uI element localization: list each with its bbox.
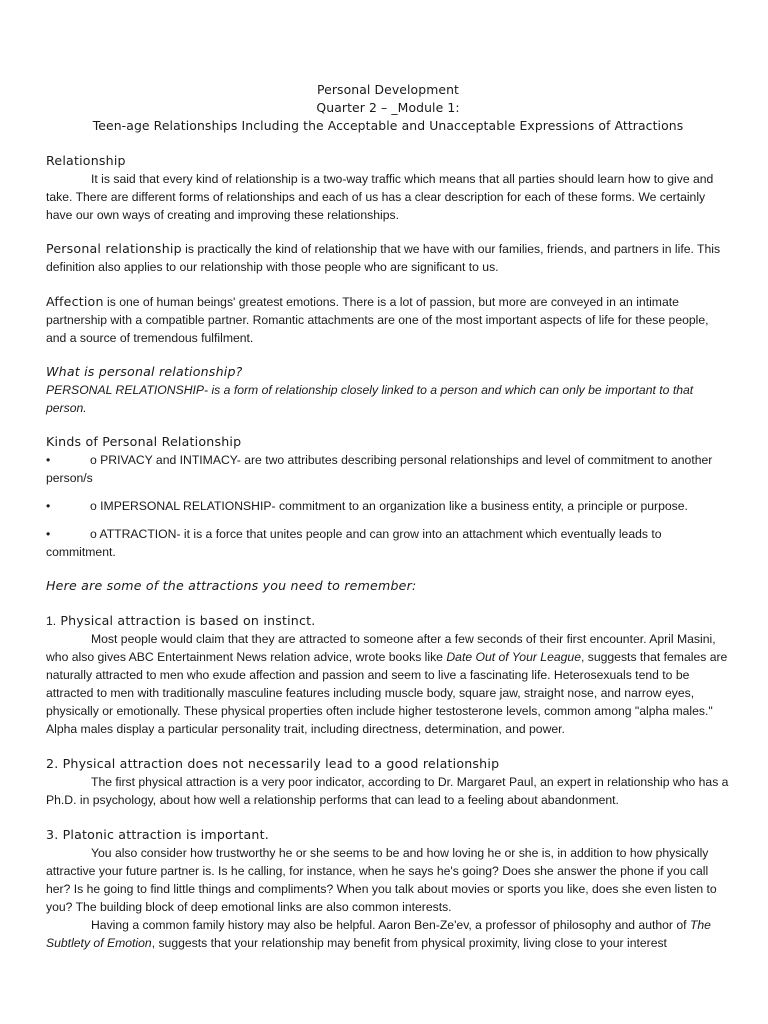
list-item	[46, 525, 730, 561]
list-item-text: o IMPERSONAL RELATIONSHIP- commitment to an organization like a business entity, a principle or purpose.	[90, 499, 688, 513]
attraction-3-heading: 3. Platonic attraction is important.	[46, 827, 269, 842]
affection-paragraph	[46, 293, 730, 347]
list-item	[46, 497, 730, 515]
section-what-is	[46, 363, 730, 417]
attraction-3-body-2	[46, 916, 730, 952]
attraction-1-heading: Physical attraction is based on instinct.	[56, 613, 316, 628]
relationship-body: It is said that every kind of relationship is a two-way traffic which means that all parties should learn how to give and take. There are different forms of relationships and each of us has a clear description for each of these forms. We certainly have our own ways of creating and improving these relationships.	[46, 172, 714, 222]
section-attraction-2	[46, 755, 730, 809]
what-is-body: PERSONAL RELATIONSHIP- is a form of relationship closely linked to a person and which can only be important to that person.	[46, 383, 694, 415]
attraction-1-body-a: Most people would claim that they are attracted to someone after a few seconds of their first encounter. April Masini, who also gives ABC Entertainment News relation advice, wrote books like	[46, 632, 716, 664]
attraction-3-book-title: The Subtlety of Emotion	[46, 918, 711, 950]
subject-title: Personal Development	[316, 82, 460, 97]
attractions-intro: Here are some of the attractions you need to remember:	[46, 578, 417, 593]
section-attraction-3	[46, 826, 730, 952]
section-kinds	[46, 433, 730, 561]
section-attraction-1	[46, 612, 730, 738]
what-is-heading: What is personal relationship?	[46, 364, 243, 379]
personal-relationship-term: Personal relationship	[46, 241, 182, 256]
attraction-3-body-1: You also consider how trustworthy he or she seems to be and how loving he or she is, in addition to how physically attractive your future partner is. Is he calling, for instance, when he says he's going? Does she answer the phone if you call her? Is he going to find little things and compliments? When you talk about movies or sports you like, does she even listen to you? The building block of deep emotional links are also common interests.	[46, 846, 717, 914]
attraction-1-heading-row	[46, 612, 730, 630]
attraction-2-body: The first physical attraction is a very poor indicator, according to Dr. Margaret Paul, an expert in relationship who has a Ph.D. in psychology, about how well a relationship performs that can lead to a feeling about abandonment.	[46, 775, 729, 807]
affection-term: Affection	[46, 294, 104, 309]
document-title-block	[46, 81, 730, 135]
kinds-heading: Kinds of Personal Relationship	[46, 434, 242, 449]
bullet-icon: •	[46, 527, 51, 541]
personal-relationship-body: is practically the kind of relationship that we have with our families, friends, and partners in life. This definition also applies to our relationship with those people who are significant to us.	[46, 242, 721, 274]
bullet-icon: •	[46, 453, 51, 467]
module-title: Quarter 2 – _Module 1:	[316, 100, 460, 115]
attraction-1-number: 1.	[46, 614, 57, 628]
document-page	[46, 81, 730, 952]
attraction-1-book-title: Date Out of Your League	[446, 650, 581, 664]
lesson-title: Teen-age Relationships Including the Acceptable and Unacceptable Expressions of Attractions	[92, 118, 684, 133]
relationship-heading: Relationship	[46, 153, 126, 168]
attraction-1-body	[46, 630, 730, 738]
attraction-3-body-2a: Having a common family history may also be helpful. Aaron Ben-Ze'ev, a professor of philosophy and author of	[91, 918, 690, 932]
list-item	[46, 451, 730, 487]
bullet-icon: •	[46, 499, 51, 513]
personal-relationship-paragraph	[46, 240, 730, 276]
attraction-1-body-b: , suggests that females are naturally attracted to men who exude affection and passion and seem to live a fascinating life. Heterosexuals tend to be attracted to men with traditionally masculine features including muscle body, square jaw, straight nose, and narrow eyes, physically or emotionally. These physical properties often include higher testosterone levels, common among "alpha males." Alpha males display a particular personality trait, including directness, determination, and power.	[46, 650, 728, 736]
attraction-3-body-2b: , suggests that your relationship may benefit from physical proximity, living close to your interest	[151, 936, 667, 950]
section-relationship	[46, 152, 730, 224]
list-item-text: o PRIVACY and INTIMACY- are two attributes describing personal relationships and level of commitment to another person/s	[46, 453, 713, 485]
attraction-2-heading: 2. Physical attraction does not necessarily lead to a good relationship	[46, 756, 500, 771]
affection-body: is one of human beings' greatest emotions. There is a lot of passion, but more are conveyed in an intimate partnership with a compatible partner. Romantic attachments are one of the most important aspects of life for these people, and a source of tremendous fulfilment.	[46, 295, 709, 345]
list-item-text: o ATTRACTION- it is a force that unites people and can grow into an attachment which eventually leads to commitment.	[46, 527, 662, 559]
